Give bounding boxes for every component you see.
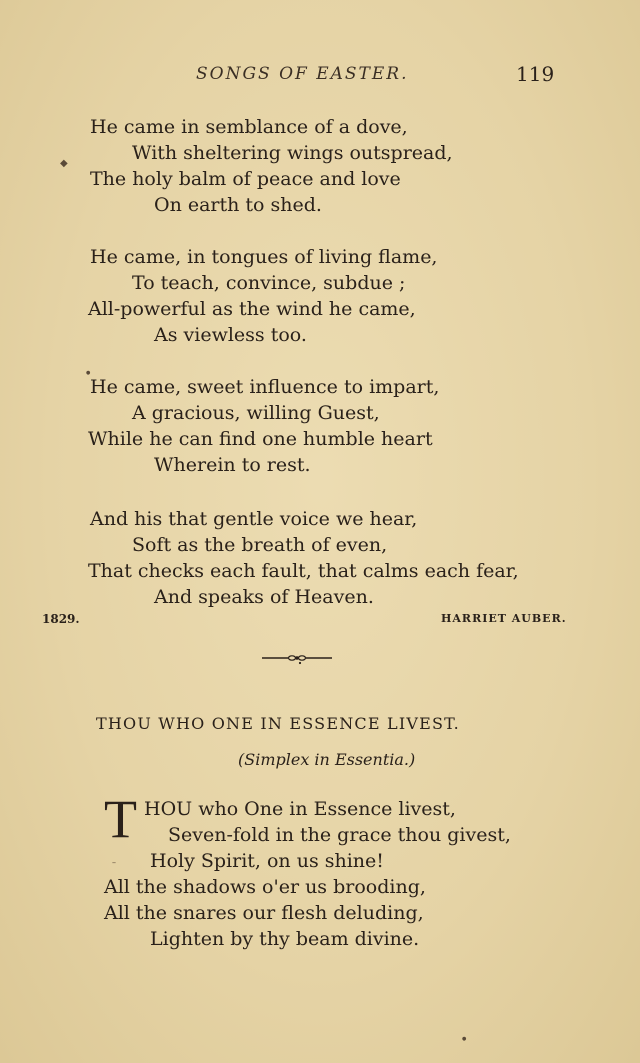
poem-line: That checks each fault, that calms each fear,	[88, 560, 519, 582]
print-speck: ●	[86, 370, 91, 376]
drop-cap: T	[104, 789, 137, 849]
poem-line: And speaks of Heaven.	[154, 586, 374, 608]
poem-line: All-powerful as the wind he came,	[88, 298, 416, 320]
poem-line: He came, sweet influence to impart,	[90, 376, 440, 398]
print-speck: –	[112, 858, 116, 867]
poem-line: The holy balm of peace and love	[90, 168, 401, 190]
poem-line: As viewless too.	[154, 324, 307, 346]
running-head: SONGS OF EASTER.	[196, 64, 409, 84]
hymn-line: All the snares our flesh deluding,	[104, 902, 424, 924]
poem-year: 1829.	[42, 612, 80, 626]
poem-line: On earth to shed.	[154, 194, 322, 216]
hymn-line: Lighten by thy beam divine.	[150, 928, 420, 950]
print-speck: ◆	[60, 158, 68, 169]
hymn-line: Holy Spirit, on us shine!	[150, 850, 384, 872]
poem-line: A gracious, willing Guest,	[132, 402, 380, 424]
poem-line: Wherein to rest.	[154, 454, 311, 476]
poem-line: To teach, convince, subdue ;	[132, 272, 406, 294]
hymn-line: HOU who One in Essence livest,	[144, 798, 456, 820]
print-speck: ●	[462, 1036, 467, 1042]
poem-line: And his that gentle voice we hear,	[90, 508, 418, 530]
poem-author: HARRIET AUBER.	[441, 612, 567, 625]
poem-line: With sheltering wings outspread,	[132, 142, 453, 164]
poem-line: He came, in tongues of living flame,	[90, 246, 438, 268]
hymn-line: All the shadows o'er us brooding,	[104, 876, 426, 898]
page-number: 119	[516, 62, 555, 86]
ornament-divider	[262, 650, 332, 666]
hymn-title: THOU WHO ONE IN ESSENCE LIVEST.	[96, 714, 460, 733]
poem-line: While he can find one humble heart	[88, 428, 433, 450]
poem-line: He came in semblance of a dove,	[90, 116, 408, 138]
poem-line: Soft as the breath of even,	[132, 534, 388, 556]
hymn-subtitle: (Simplex in Essentia.)	[238, 750, 416, 769]
hymn-line: Seven-fold in the grace thou givest,	[168, 824, 511, 846]
